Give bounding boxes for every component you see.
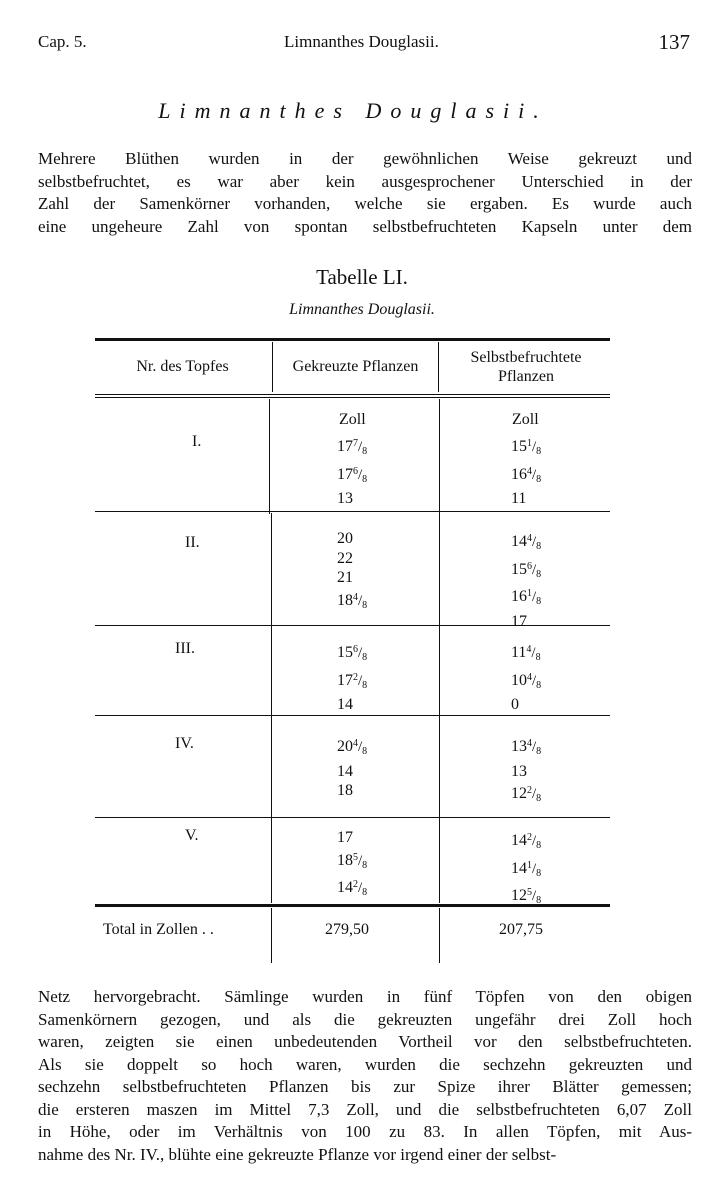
- unit-label-crossed: Zoll: [339, 411, 366, 428]
- height-value: 0: [511, 696, 519, 713]
- height-value: 14: [337, 762, 353, 780]
- crossed-heights: [337, 529, 367, 615]
- height-value: $15^6/_8$: [511, 560, 542, 580]
- row-separator: [95, 817, 610, 818]
- self-heights: [511, 434, 541, 509]
- total-label: Total in Zollen . .: [103, 921, 214, 938]
- height-value: $14^2/_8$: [337, 879, 368, 898]
- height-value: 22: [337, 549, 353, 567]
- height-value: 18: [337, 782, 353, 799]
- column-divider: [439, 908, 440, 963]
- column-divider: [439, 513, 440, 903]
- text-line: Als sie doppelt so hoch waren, wurden die sechzehn gekreuzten und: [38, 1054, 692, 1074]
- pot-number: II.: [185, 534, 200, 551]
- text-line: eine ungeheure Zahl von spontan selbstbefruchteten Kapseln unter dem: [38, 216, 692, 236]
- height-value: 13: [511, 762, 527, 780]
- height-value: 13: [337, 490, 353, 507]
- text-line: selbstbefruchtet, es war aber kein ausgesprochener Unterschied in der: [38, 171, 692, 191]
- height-value: $15^6/_8$: [337, 644, 368, 663]
- self-heights: [511, 828, 541, 911]
- crossed-heights: [337, 640, 367, 715]
- height-value: $20^4/_8$: [337, 738, 368, 757]
- height-value: $14^2/_8$: [511, 832, 542, 851]
- height-value: $18^4/_8$: [337, 591, 368, 611]
- height-value: 14: [337, 696, 353, 713]
- column-divider: [439, 399, 440, 514]
- height-value: $12^2/_8$: [511, 785, 542, 804]
- running-title: Limnanthes Douglasii.: [284, 32, 439, 51]
- unit-label-self: Zoll: [512, 411, 539, 428]
- self-heights: [511, 529, 541, 631]
- column-header-self: Selbstbefruchtete Pflanzen: [470, 349, 582, 385]
- data-table: [95, 338, 610, 963]
- text-line: in Höhe, oder im Verhältnis von 100 zu 83. In allen Töpfen, mit Aus-: [38, 1122, 692, 1141]
- crossed-heights: [337, 734, 367, 801]
- row-separator: [95, 511, 610, 512]
- height-value: $11^4/_8$: [511, 644, 541, 663]
- page-number: 137: [658, 30, 690, 54]
- crossed-heights: [337, 434, 367, 509]
- paragraph-results: [38, 986, 692, 1166]
- height-value: $14^4/_8$: [511, 533, 542, 552]
- height-value: $14^1/_8$: [511, 859, 542, 879]
- pot-number: V.: [185, 827, 199, 844]
- total-crossed: 279,50: [325, 921, 369, 938]
- text-line: sechzehn selbstbefruchteten Pflanzen bis zur Spize ihrer Blätter gemessen;: [38, 1077, 692, 1096]
- text-line: waren, zeigten sie einen unbedeutenden Vortheil vor den selbstbefruchteten.: [38, 1032, 692, 1051]
- paragraph-intro: [38, 148, 692, 238]
- height-value: $16^4/_8$: [511, 465, 542, 485]
- table-subtitle: Limnanthes Douglasii.: [289, 301, 435, 318]
- crossed-heights: [337, 828, 367, 903]
- self-heights: [511, 640, 541, 715]
- pot-number: III.: [175, 640, 195, 657]
- height-value: $17^2/_8$: [337, 671, 368, 691]
- height-value: 20: [337, 530, 353, 547]
- height-value: $17^7/_8$: [337, 438, 368, 457]
- column-header-pot: Nr. des Topfes: [136, 358, 229, 375]
- table-top-rule: [95, 338, 610, 341]
- table-title: Tabelle LI.: [316, 265, 408, 289]
- height-value: $17^6/_8$: [337, 465, 368, 485]
- running-head: [38, 30, 698, 60]
- text-line: die ersteren maszen im Mittel 7,3 Zoll, und die selbstbefruchteten 6,07 Zoll: [38, 1099, 692, 1119]
- header-rule: [95, 394, 610, 395]
- height-value: 17: [337, 829, 353, 846]
- height-value: 17: [511, 612, 527, 630]
- pot-number: I.: [192, 433, 202, 450]
- self-heights: [511, 734, 541, 809]
- text-line: Netz hervorgebracht. Sämlinge wurden in fünf Töpfen von den obigen: [38, 987, 692, 1006]
- column-divider: [269, 399, 270, 514]
- column-divider: [271, 908, 272, 963]
- text-line: Samenkörnern gezogen, und als die gekreuzten ungefähr drei Zoll hoch: [38, 1009, 692, 1029]
- column-header-crossed: Gekreuzte Pflanzen: [292, 358, 419, 375]
- height-value: $10^4/_8$: [511, 671, 542, 691]
- total-self: 207,75: [499, 921, 543, 938]
- row-separator: [95, 715, 610, 716]
- header-rule: [95, 397, 610, 398]
- height-value: $16^1/_8$: [511, 588, 542, 607]
- column-divider: [438, 342, 439, 392]
- text-line: Mehrere Blüthen wurden in der gewöhnlichen Weise gekreuzt und: [38, 149, 692, 168]
- height-value: $13^4/_8$: [511, 738, 542, 757]
- height-value: $12^5/_8$: [511, 887, 542, 906]
- height-value: 11: [511, 490, 527, 507]
- section-title: Limnanthes Douglasii.: [158, 98, 548, 123]
- height-value: $18^5/_8$: [337, 851, 368, 871]
- text-line: Zahl der Samenkörner vorhanden, welche sie ergaben. Es wurde auch: [38, 194, 692, 213]
- height-value: $15^1/_8$: [511, 438, 542, 457]
- height-value: 21: [337, 569, 353, 586]
- text-line: nahme des Nr. IV., blühte eine gekreuzte Pflanze vor irgend einer der selbst-: [38, 1144, 557, 1164]
- pot-number: IV.: [175, 735, 194, 752]
- chapter-label: Cap. 5.: [38, 32, 87, 51]
- column-divider: [271, 513, 272, 903]
